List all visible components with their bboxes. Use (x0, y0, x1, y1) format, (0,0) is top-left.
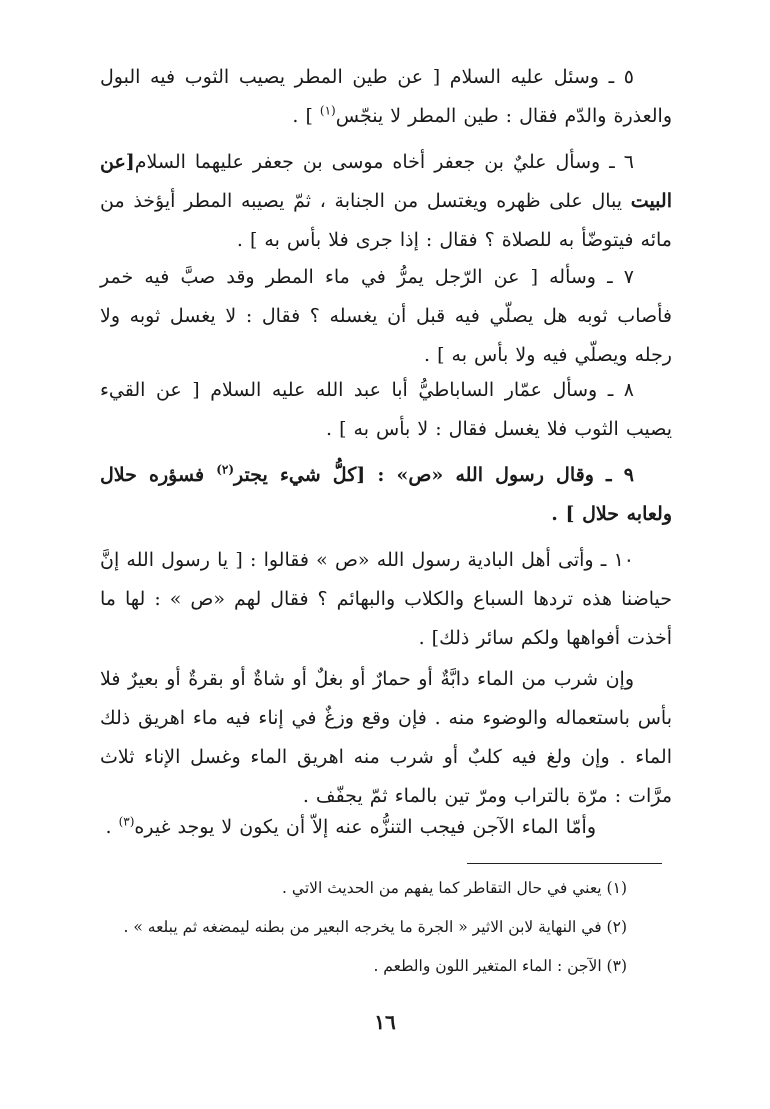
paragraph-7-line-2: هل يصلّي فيه قبل أن يغسله ؟ فقال : لا يغسل ثوبه ولا رجله ويصلّي فيه ولا (100, 305, 672, 366)
final-paragraph-end: . (105, 816, 119, 838)
paragraph-5-line-1: ٥ ـ وسئل عليه السلام [ عن طين المطر يصيب الثوب فيه البول والعذرة (100, 66, 672, 127)
footnote-separator (467, 863, 662, 864)
paragraph-9-line-1: ٩ ـ وقال رسول الله «ص» : [كلُّ شيء يجتر (234, 464, 634, 486)
commentary-line-3: ولغ فيه كلبٌ أو شرب منه اهريق الماء وغسل الإناء ثلاث مرَّات : مرّة بالتراب (100, 746, 672, 807)
footnote-ref-3[interactable]: (٣) (118, 814, 135, 829)
paragraph-9 (100, 456, 672, 534)
paragraph-6-line-1: ٦ ـ وسأل عليٌ بن جعفر أخاه موسى بن جعفر عليهما السلام (134, 151, 634, 173)
footnotes (100, 868, 672, 988)
commentary-line-1: وإن شرب من الماء دابَّةٌ أو حمارٌ أو بغلٌ أو شاةٌ أو بقرةٌ أو بعيرٌ فلا بأس (100, 668, 673, 729)
paragraph-9-line-1-end: فسؤره حلال ولعابه (100, 464, 672, 525)
paragraph-10-line-3: أفواهها ولكم سائر ذلك] . (418, 627, 621, 649)
paragraph-6-line-3: للصلاة ؟ فقال : إذا جرى فلا بأس به ] . (236, 229, 552, 251)
footnote-1: (١) يعني في حال التقاطر كما يفهم من الحديث الاتي . (282, 879, 627, 897)
paragraph-6 (100, 143, 672, 260)
paragraph-10-line-2: حياضنا هذه تردها السباع والكلاب والبهائم ؟ فقال لهم «ص » : لها ما أخذت (100, 588, 672, 649)
paragraph-6-line-2: يبال على ظهره ويغتسل من الجنابة ، ثمّ يصيبه المطر أيؤخذ من مائه فيتوضّأ به (100, 190, 672, 251)
paragraph-5-line-2-end: ] . (292, 105, 320, 127)
paragraph-8-line-2: الثوب فلا يغسل فقال : لا بأس به ] . (326, 418, 619, 440)
paragraph-6-bold-phrase: [عن البيت (100, 151, 672, 212)
footnote-2: (٢) في النهاية لابن الاثير « الجرة ما يخرجه البعير من بطنه ليمضغه ثم يبلعه » . (123, 918, 627, 936)
final-paragraph (100, 808, 672, 847)
commentary-line-2: باستعماله والوضوء منه . فإن وقع وزغٌ في إناء فيه ماء اهريق ذلك الماء . وإن (100, 707, 672, 768)
paragraph-5 (100, 58, 672, 136)
page-number: ١٦ (374, 1010, 396, 1034)
paragraph-9-line-2: حلال ] . (551, 503, 619, 525)
footnote-ref-2[interactable]: (٢) (216, 462, 235, 477)
final-paragraph-line-1: وأمّا الماء الآجن فيجب التنزُّه عنه إلاّ أن يكون لا يوجد غيره (134, 816, 596, 838)
paragraph-10-line-1: ١٠ ـ وأتى أهل البادية رسول الله «ص » فقالوا : [ يا رسول الله إنَّ (100, 549, 634, 571)
commentary-paragraph (100, 660, 672, 816)
paragraph-10 (100, 541, 672, 658)
paragraph-7 (100, 258, 672, 375)
paragraph-7-line-1: ٧ ـ وسأله [ عن الرّجل يمرُّ في ماء المطر وقد صبَّ فيه خمر فأصاب ثوبه (100, 266, 672, 327)
footnote-3: (٣) الآجن : الماء المتغير اللون والطعم . (373, 957, 627, 975)
paragraph-7-line-3: بأس به ] . (424, 344, 509, 366)
paragraph-8 (100, 371, 672, 449)
footnote-ref-1[interactable]: (١) (319, 103, 336, 118)
paragraph-8-line-1: ٨ ـ وسأل عمّار الساباطيُّ أبا عبد الله عليه السلام [ عن القيء يصيب (100, 379, 672, 440)
paragraph-5-line-2: والدّم فقال : طين المطر لا ينجّس (335, 105, 607, 127)
commentary-line-4: ومرّ تين بالماء ثمّ يجفّف . (302, 785, 507, 807)
